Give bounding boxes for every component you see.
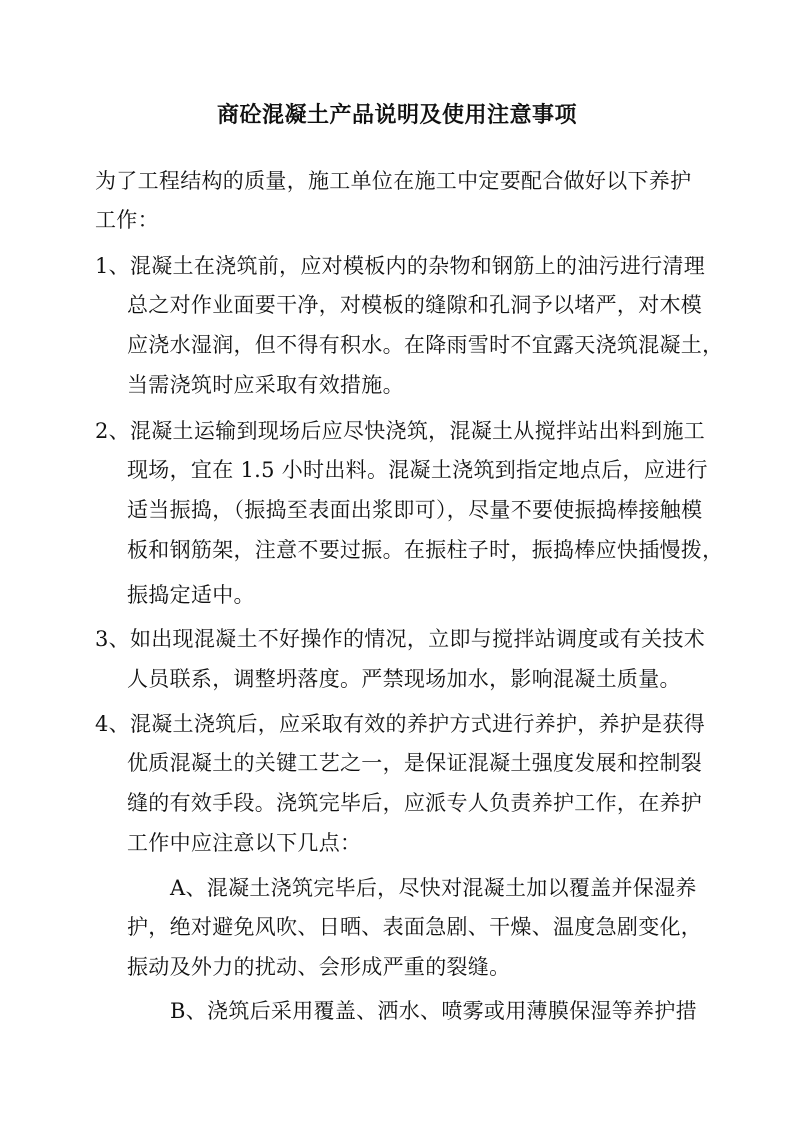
- list-item-line: 人员联系，调整坍落度。严禁现场加水，影响混凝土质量。: [127, 667, 681, 691]
- list-item-line: 振捣定适中。: [127, 583, 255, 607]
- list-item-line: 现场，宜在 1.5 小时出料。混凝土浇筑到指定地点后，应进行: [127, 458, 708, 482]
- list-item-line: 总之对作业面要干净，对模板的缝隙和孔洞予以堵严，对木模: [127, 293, 703, 317]
- list-item-line: 适当振捣，（振捣至表面出浆即可），尽量不要使振捣棒接触模: [127, 498, 703, 522]
- document-title: 商砼混凝土产品说明及使用注意事项: [216, 102, 577, 128]
- list-item-line: 4、混凝土浇筑后，应采取有效的养护方式进行养护，养护是获得: [95, 712, 706, 736]
- list-item-line: 板和钢筋架，注意不要过振。在振柱子时，振捣棒应快插慢拨，: [127, 538, 724, 562]
- sub-item-line: B、浇筑后采用覆盖、洒水、喷雾或用薄膜保湿等养护措: [170, 999, 697, 1023]
- paragraph-line: 为了工程结构的质量，施工单位在施工中定要配合做好以下养护: [95, 169, 692, 193]
- sub-item-line: 振动及外力的扰动、会形成严重的裂缝。: [127, 955, 511, 979]
- list-item-line: 3、如出现混凝土不好操作的情况，立即与搅拌站调度或有关技术: [95, 627, 706, 651]
- list-item-line: 当需浇筑时应采取有效措施。: [127, 373, 404, 397]
- list-item-line: 1、混凝土在浇筑前，应对模板内的杂物和钢筋上的油污进行清理: [95, 254, 706, 278]
- sub-item-line: A、混凝土浇筑完毕后，尽快对混凝土加以覆盖并保湿养: [170, 876, 697, 900]
- list-item-line: 工作中应注意以下几点：: [127, 831, 362, 855]
- sub-item-line: 护，绝对避免风吹、日晒、表面急剧、干燥、温度急剧变化，: [127, 915, 703, 939]
- paragraph-line: 工作：: [95, 208, 159, 232]
- list-item-line: 优质混凝土的关键工艺之一，是保证混凝土强度发展和控制裂: [127, 751, 703, 775]
- list-item-line: 应浇水湿润，但不得有积水。在降雨雪时不宜露天浇筑混凝土，: [127, 333, 724, 357]
- list-item-line: 缝的有效手段。浇筑完毕后，应派专人负责养护工作，在养护: [127, 791, 703, 815]
- list-item-line: 2、混凝土运输到现场后应尽快浇筑，混凝土从搅拌站出料到施工: [95, 419, 706, 443]
